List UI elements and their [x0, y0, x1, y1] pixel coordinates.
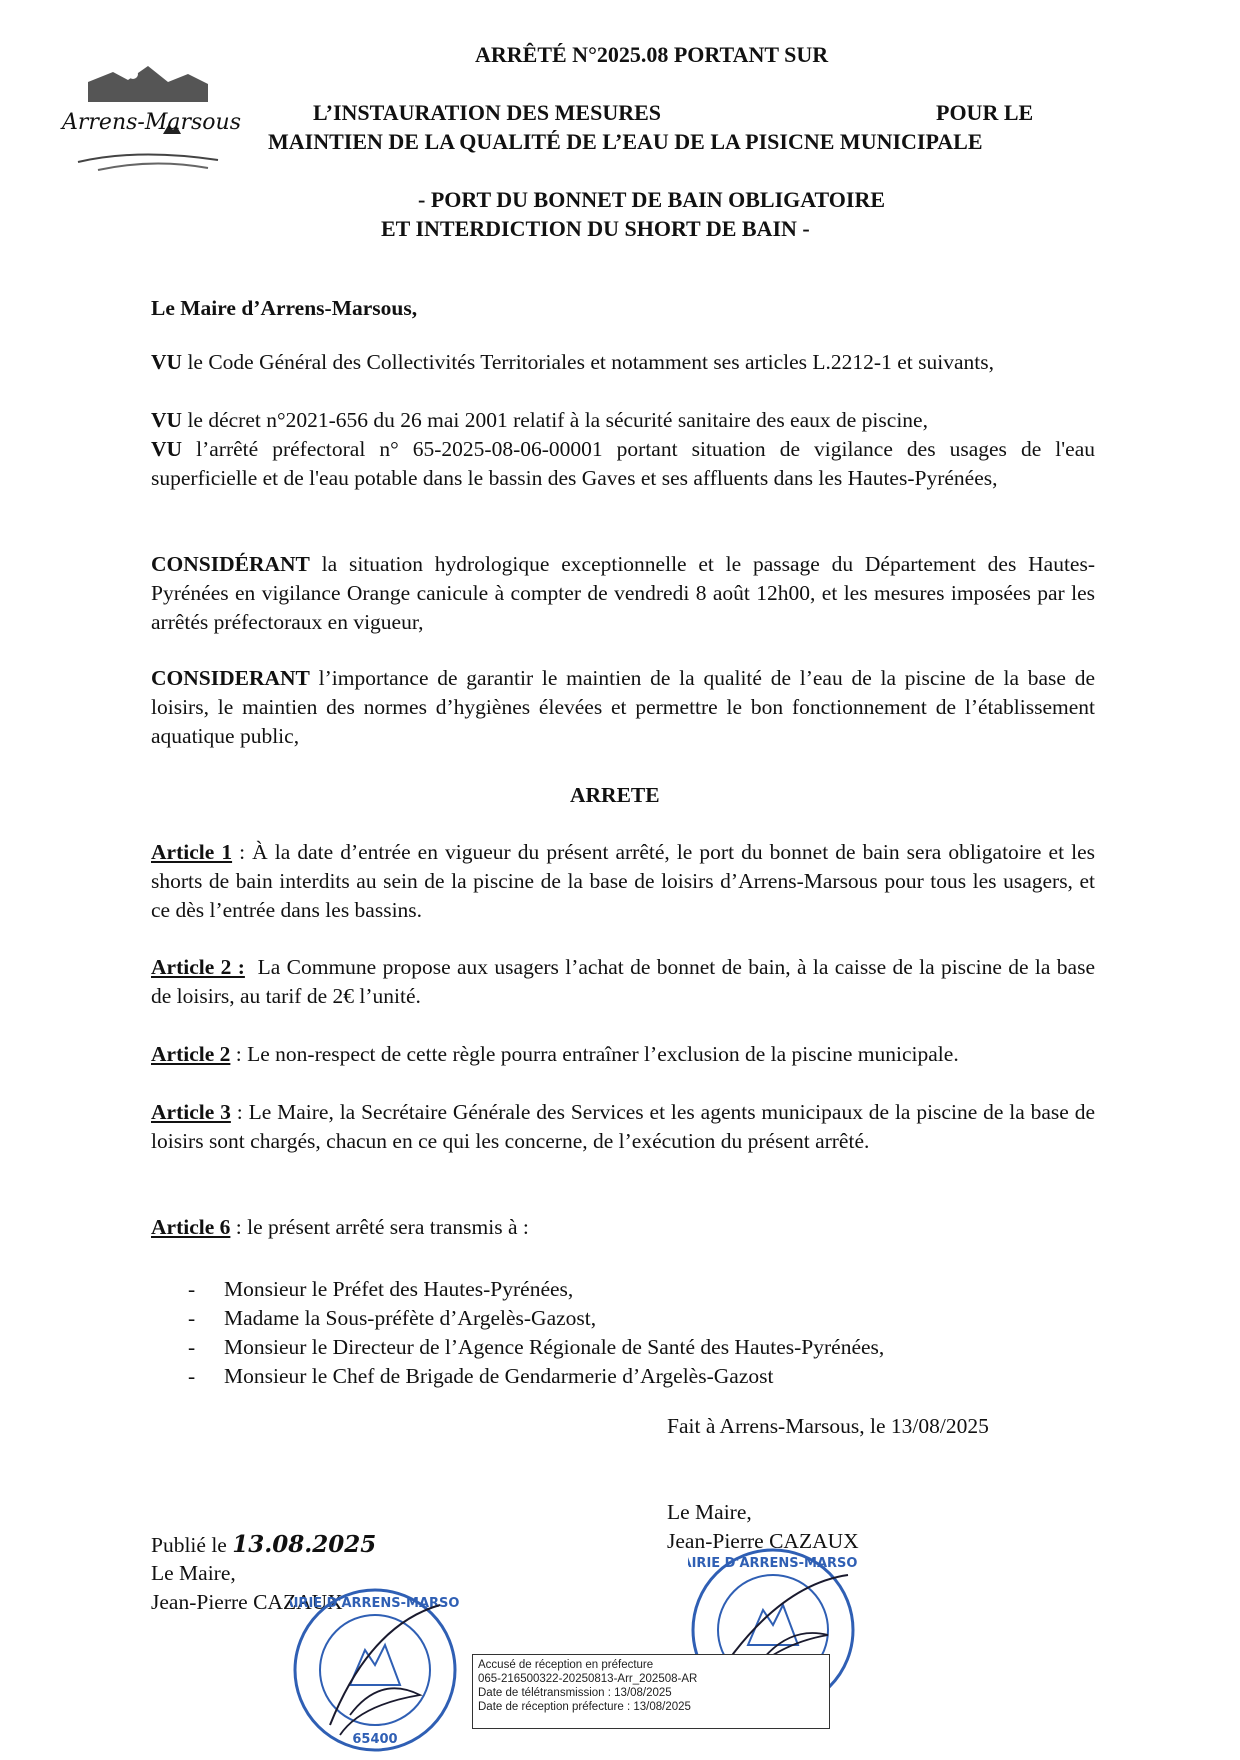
vu-keyword: VU [151, 437, 183, 461]
article-label: Article 6 [151, 1215, 231, 1239]
logo-wordmark: Arrens-Marsous [62, 110, 241, 135]
receipt-line: 065-216500322-20250813-Arr_202508-AR [478, 1673, 698, 1685]
mayor-heading: Le Maire d’Arrens-Marsous, [151, 296, 418, 320]
considerant-keyword: CONSIDÉRANT [151, 552, 310, 576]
vu-paragraph-2 [151, 406, 1095, 435]
svg-text:MAIRIE D'ARRENS-MARSOUS: IRIE D'ARRENS-MARSO [293, 1596, 460, 1611]
title-line-1: ARRÊTÉ N°2025.08 PORTANT SUR [475, 42, 829, 67]
list-item [188, 1275, 884, 1304]
article-separator: : [230, 1042, 248, 1066]
commune-logo [58, 52, 243, 180]
vu-keyword: VU [151, 350, 183, 374]
article-label: Article 1 [151, 840, 233, 864]
seal-stamp-icon [290, 1585, 460, 1755]
title-line-5: ET INTERDICTION DU SHORT DE BAIN - [381, 216, 810, 241]
title-line-2b: POUR LE [936, 100, 1034, 125]
article-3 [151, 1098, 1095, 1156]
considerant-keyword: CONSIDERANT [151, 666, 310, 690]
bullet-dash: - [188, 1306, 196, 1330]
article-separator [245, 955, 258, 979]
bullet-dash: - [188, 1277, 196, 1301]
article-separator: : [230, 1100, 249, 1124]
article-6 [151, 1213, 1095, 1242]
vu-paragraph-3 [151, 435, 1095, 493]
signature-role: Le Maire, [667, 1500, 752, 1524]
receipt-line: Date de réception préfecture : 13/08/2025 [478, 1701, 691, 1713]
article-text: Le non-respect de cette règle pourra entraîner l’exclusion de la piscine municipale. [247, 1042, 959, 1066]
article-separator: : [232, 840, 253, 864]
article-text: La Commune propose aux usagers l’achat de bonnet de bain, à la caisse de la piscine de la base de loisirs, au tarif de 2€ l’unité. [151, 955, 1096, 1008]
svg-text:65400: 65400 [352, 1732, 398, 1747]
considerant-text: la situation hydrologique exceptionnelle et le passage du Département des Hautes-Pyrénées en vigilance Orange canicule à compter de vendredi 8 août 12h00, et les mesures imposées par les arrêtés préfectoraux en vigueur, [151, 552, 1095, 634]
bullet-dash: - [188, 1364, 196, 1388]
article-label: Article 3 [151, 1100, 231, 1124]
list-item [188, 1333, 884, 1362]
recipient-text: Madame la Sous-préfète d’Argelès-Gazost, [224, 1306, 597, 1330]
article-2b [151, 1040, 1095, 1069]
recipient-list [188, 1275, 884, 1391]
considerant-paragraph-1 [151, 550, 1095, 637]
considerant-paragraph-2 [151, 664, 1095, 751]
article-label: Article 2 [151, 1042, 231, 1066]
considerant-text: l’importance de garantir le maintien de la qualité de l’eau de la piscine de la base de loisirs, le maintien des normes d’hygiènes élevées et permettre le bon fonctionnement de l’établissement aquatique public, [151, 666, 1095, 748]
receipt-line: Accusé de réception en préfecture [478, 1659, 654, 1671]
article-text: À la date d’entrée en vigueur du présent arrêté, le port du bonnet de bain sera obligatoire et les shorts de bain interdits au sein de la piscine de la base de loisirs d’Arrens-Marsous pour tous les usagers, et ce dès l’entrée dans les bassins. [151, 840, 1095, 922]
article-1 [151, 838, 1095, 925]
published-date-handwritten: 13.08.2025 [232, 1531, 377, 1558]
vu-text: le Code Général des Collectivités Territoriales et notamment ses articles L.2212-1 et suivants, [182, 350, 994, 374]
vu-text: l’arrêté préfectoral n° 65-2025-08-06-00001 portant situation de vigilance des usages de l'eau superficielle et de l'eau potable dans le bassin des Gaves et ses affluents dans les Hautes-Pyrénées, [151, 437, 1095, 490]
article-separator: : [230, 1215, 248, 1239]
article-label: Article 2 : [151, 955, 245, 979]
recipient-text: Monsieur le Préfet des Hautes-Pyrénées, [224, 1277, 574, 1301]
receipt-line: Date de télétransmission : 13/08/2025 [478, 1687, 672, 1699]
arrete-heading: ARRETE [570, 783, 660, 807]
article-text: le présent arrêté sera transmis à : [247, 1215, 529, 1239]
prefecture-receipt-box [472, 1654, 830, 1729]
vu-keyword: VU [151, 408, 183, 432]
list-item [188, 1362, 884, 1391]
vu-paragraph-1 [151, 348, 1095, 377]
vu-text: le décret n°2021-656 du 26 mai 2001 relatif à la sécurité sanitaire des eaux de piscine, [182, 408, 928, 432]
bullet-dash: - [188, 1335, 196, 1359]
publisher-name: Jean-Pierre CAZAUX [151, 1590, 343, 1614]
title-line-2a: L’INSTAURATION DES MESURES [313, 100, 662, 125]
article-text: Le Maire, la Secrétaire Générale des Services et les agents municipaux de la piscine de la base de loisirs sont chargés, chacun en ce qui les concerne, de l’exécution du présent arrêté. [151, 1100, 1095, 1153]
list-item [188, 1304, 884, 1333]
title-line-3: MAINTIEN DE LA QUALITÉ DE L’EAU DE LA PISICNE MUNICIPALE [268, 129, 983, 154]
published-label: Publié le [151, 1533, 227, 1557]
publisher-role: Le Maire, [151, 1561, 236, 1585]
signature-place-date: Fait à Arrens-Marsous, le 13/08/2025 [667, 1414, 989, 1438]
signature-name: Jean-Pierre CAZAUX [667, 1529, 859, 1553]
recipient-text: Monsieur le Directeur de l’Agence Régionale de Santé des Hautes-Pyrénées, [224, 1335, 885, 1359]
title-line-4: - PORT DU BONNET DE BAIN OBLIGATOIRE [418, 187, 886, 212]
article-2a [151, 953, 1095, 1011]
svg-text:MAIRIE D'ARRENS-MARSOUS: IRIE D'ARRENS-MARSO [691, 1556, 858, 1571]
mairie-stamp-left [290, 1585, 460, 1755]
published-line [151, 1530, 376, 1560]
recipient-text: Monsieur le Chef de Brigade de Gendarmerie d’Argelès-Gazost [224, 1364, 774, 1388]
